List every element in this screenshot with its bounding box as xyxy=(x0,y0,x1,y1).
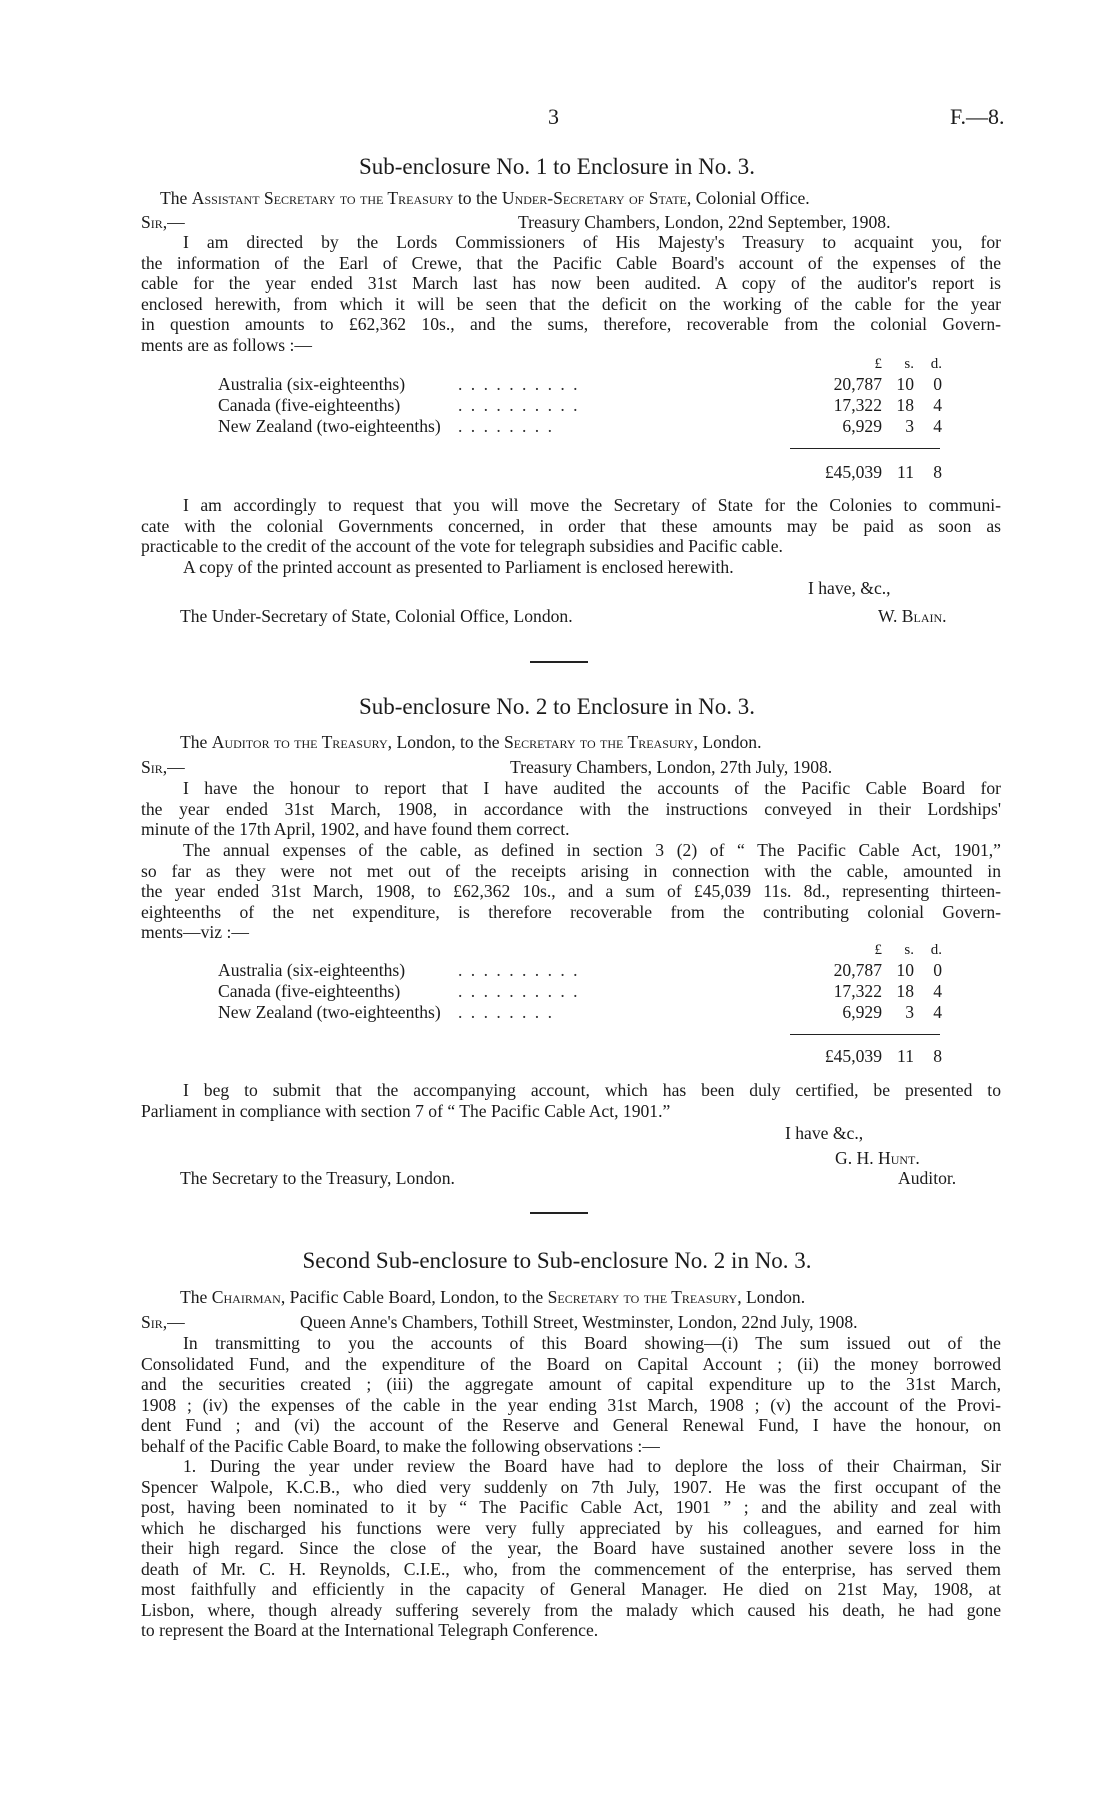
section2-heading: Sub-enclosure No. 2 to Enclosure in No. 3. xyxy=(358,694,756,719)
section3-paragraph-1: In transmitting to you the accounts of this Board showing—(i) The sum issued out of the Consolidated Fund, and the expenditure of the Board on Capital Account ; (ii) the money borrowed and the securities created ; (iii) the aggregate amount of capital expenditure up to the 31st March, 1908 ; (iv) the expenses of the cable in the year ending 31st March, 1908 ; (v) the account of the Provi- dent Fund ; and (vi) the account of the Reserve and General Renewal Fund, I have the honour, on behalf of the Pacific Cable Board, to make the following observations :— xyxy=(141,1333,1001,1456)
section1-heading: Sub-enclosure No. 1 to Enclosure in No. 3. xyxy=(358,154,756,179)
section1-total-row: £45,039 11 8 xyxy=(824,462,942,482)
section2-address: Treasury Chambers, London, 27th July, 1908. xyxy=(510,757,833,777)
table-row: Australia (six-eighteenths) . . . . . . . . . . 20,787 10 0 xyxy=(218,960,942,980)
section1-address: Treasury Chambers, London, 22nd September, 1908. xyxy=(518,212,891,232)
section2-closing: I have &c., xyxy=(785,1123,864,1143)
page-number: 3 xyxy=(548,104,559,129)
section3-paragraph-2: 1. During the year under review the Board have had to deplore the loss of their Chairman, Sir Spencer Walpole, K.C.B., who died very suddenly on 7th July, 1907. He was the first occupant of the post, having been nominated to it by “ The Pacific Cable Act, 1901 ” ; and the ability and zeal with which he discharged his functions were very fully appreciated by his colleagues, and earned for him their high regard. Since the close of the year, the Board have sustained another severe loss in the death of Mr. C. H. Reynolds, C.I.E., who, from the commencement of the enterprise, has served them most faithfully and efficiently in the capacity of General Manager. He died on 21st May, 1908, at Lisbon, where, though already suffering severely from the malady which caused his death, he had gone to represent the Board at the International Telegraph Conference. xyxy=(141,1456,1001,1640)
section1-signature: W. Blain. xyxy=(878,606,947,626)
total-rule xyxy=(790,1034,940,1035)
section2-paragraph-2: The annual expenses of the cable, as defined in section 3 (2) of “ The Pacific Cable Act, 1901,” so far as they were not met out of the receipts arising in connection with the cable, amounted in the year ended 31st March, 1908, to £62,362 10s., and a sum of £45,039 11s. 8d., representing thirteen- eighteenths of the net expenditure, is therefore recoverable from the contributing colonial Govern- ments—viz :— xyxy=(141,840,1001,942)
section3-address: Queen Anne's Chambers, Tothill Street, Westminster, London, 22nd July, 1908. xyxy=(300,1312,858,1332)
section2-paragraph-1: I have the honour to report that I have audited the accounts of the Pacific Cable Board for the year ended 31st March, 1908, in accordance with the instructions conveyed in their Lordships' minute of the 17th April, 1902, and have found them correct. xyxy=(141,778,1001,839)
total-rule xyxy=(790,448,940,449)
section1-closing: I have, &c., xyxy=(808,578,891,598)
section2-salutation: Sir,— xyxy=(141,757,185,777)
section2-paragraph-3: I beg to submit that the accompanying account, which has been duly certified, be presented to Parliament in compliance with section 7 of “ The Pacific Cable Act, 1901.” xyxy=(141,1080,1001,1121)
section1-contribution-table xyxy=(218,356,942,437)
table-row: New Zealand (two-eighteenths) . . . . . . . . 6,929 3 4 xyxy=(218,416,942,436)
section1-from-to: The Assistant Secretary to the Treasury to the Under-Secretary of State, Colonial Office. xyxy=(160,188,810,208)
section1-paragraph-1: I am directed by the Lords Commissioners of His Majesty's Treasury to acquaint you, for the information of the Earl of Crewe, that the Pacific Cable Board's account of the expenses of the cable for the year ended 31st March last has now been audited. A copy of the auditor's report is enclosed herewith, from which it will be seen that the deficit on the working of the cable for the year in question amounts to £62,362 10s., and the sums, therefore, recoverable from the colonial Govern- ments are as follows :— xyxy=(141,232,1001,355)
section2-total-row: £45,039 11 8 xyxy=(824,1046,942,1066)
section1-addressee: The Under-Secretary of State, Colonial Office, London. xyxy=(180,606,573,626)
table-row: New Zealand (two-eighteenths) . . . . . . . . 6,929 3 4 xyxy=(218,1002,942,1022)
section3-heading: Second Sub-enclosure to Sub-enclosure No. 2 in No. 3. xyxy=(302,1248,812,1273)
section-divider xyxy=(530,1212,588,1214)
table-header-row: £ s. d. xyxy=(874,942,942,958)
table-header-row: £ s. d. xyxy=(874,356,942,372)
section3-from-to: The Chairman, Pacific Cable Board, London, to the Secretary to the Treasury, London. xyxy=(180,1287,806,1307)
section-divider xyxy=(530,661,588,663)
table-row: Canada (five-eighteenths) . . . . . . . . . . 17,322 18 4 xyxy=(218,981,942,1001)
section2-from-to: The Auditor to the Treasury, London, to the Secretary to the Treasury, London. xyxy=(180,732,762,752)
section3-salutation: Sir,— xyxy=(141,1312,185,1332)
section1-salutation: Sir,— xyxy=(141,212,185,232)
document-reference: F.—8. xyxy=(950,104,1005,129)
section2-signature: G. H. Hunt. xyxy=(835,1148,920,1168)
table-row: Canada (five-eighteenths) . . . . . . . . . . 17,322 18 4 xyxy=(218,395,942,415)
table-row: Australia (six-eighteenths) . . . . . . . . . . 20,787 10 0 xyxy=(218,374,942,394)
section2-signature-title: Auditor. xyxy=(898,1168,957,1188)
section2-contribution-table xyxy=(218,942,942,1023)
section1-paragraph-2: I am accordingly to request that you will move the Secretary of State for the Colonies to communi- cate with the colonial Governments concerned, in order that these amounts may be paid as soon as practicable to the credit of the account of the vote for telegraph subsidies and Pacific cable. A copy of the printed account as presented to Parliament is enclosed herewith. xyxy=(141,495,1001,577)
section2-addressee: The Secretary to the Treasury, London. xyxy=(180,1168,455,1188)
